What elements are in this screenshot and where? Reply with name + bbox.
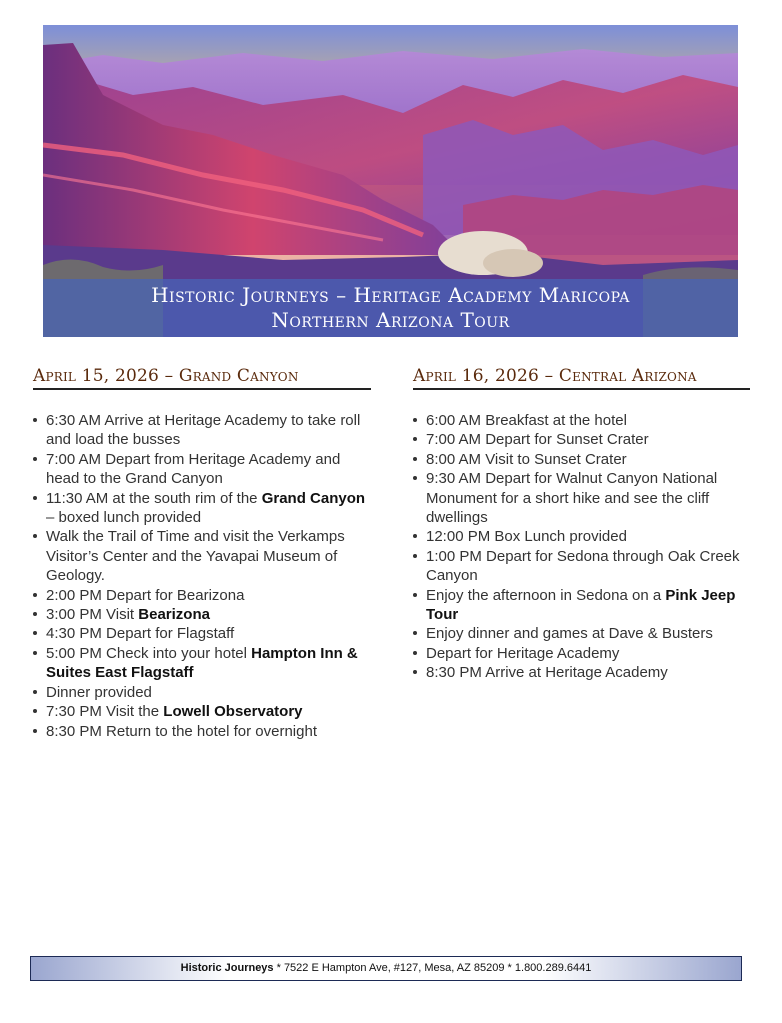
bullet-icon: [33, 496, 37, 500]
day2-heading: April 16, 2026 – Central Arizona: [413, 366, 750, 390]
bullet-icon: [413, 670, 417, 674]
itinerary-item: [33, 489, 371, 528]
itinerary-item: [413, 644, 750, 663]
item-text: Walk the Trail of Time and visit the Verkamps Visitor’s Center and the Yavapai Museum of Geology.: [46, 528, 345, 585]
bullet-icon: [33, 612, 37, 616]
bullet-icon: [33, 690, 37, 694]
bullet-icon: [33, 709, 37, 713]
bullet-icon: [413, 554, 417, 558]
banner-title: Historic Journeys – Heritage Academy Maricopa: [151, 283, 630, 307]
bullet-icon: [33, 457, 37, 461]
item-text: 5:00 PM Check into your hotel: [46, 644, 252, 662]
bullet-icon: [33, 593, 37, 597]
itinerary-item: [413, 663, 750, 682]
bullet-icon: [413, 476, 417, 480]
bullet-icon: [33, 729, 37, 733]
itinerary-item: [33, 624, 371, 643]
itinerary-item: [33, 527, 371, 585]
item-text: 9:30 AM Depart for Walnut Canyon National Monument for a short hike and see the cliff dwellings: [426, 470, 718, 527]
item-highlight: Grand Canyon: [261, 489, 366, 507]
item-highlight: Lowell Observatory: [163, 703, 303, 721]
itinerary-item: [413, 411, 750, 430]
item-highlight: Pink Jeep Tour: [426, 586, 736, 624]
itinerary-item: [33, 450, 371, 489]
itinerary-item: [413, 586, 750, 625]
item-text: 6:30 AM Arrive at Heritage Academy to take roll and load the busses: [46, 412, 361, 449]
itinerary-item: [413, 430, 750, 449]
itinerary-item: [33, 683, 371, 702]
item-text: Enjoy the afternoon in Sedona on a: [426, 586, 666, 604]
itinerary-item: [33, 702, 371, 721]
bullet-icon: [413, 418, 417, 422]
item-text: 2:00 PM Depart for Bearizona: [46, 586, 245, 604]
item-text: Dinner provided: [46, 683, 152, 701]
itinerary-item: [33, 722, 371, 741]
item-text: 1:00 PM Depart for Sedona through Oak Creek Canyon: [426, 547, 740, 585]
bullet-icon: [33, 418, 37, 422]
bullet-icon: [413, 534, 417, 538]
footer-bar: [30, 956, 742, 981]
item-text: 8:00 AM Visit to Sunset Crater: [426, 450, 627, 468]
item-text: 12:00 PM Box Lunch provided: [426, 528, 627, 546]
hero-image: [43, 25, 738, 337]
itinerary-item: [33, 605, 371, 624]
item-text: 11:30 AM at the south rim of the: [46, 489, 262, 507]
item-text: 7:30 PM Visit the: [46, 703, 164, 721]
itinerary-item: [33, 411, 371, 450]
itinerary-item: [413, 450, 750, 469]
item-text: Enjoy dinner and games at Dave & Busters: [426, 625, 713, 643]
day1-itinerary: [33, 411, 371, 741]
bullet-icon: [413, 651, 417, 655]
bullet-icon: [33, 651, 37, 655]
bullet-icon: [413, 457, 417, 461]
item-highlight: Bearizona: [138, 606, 210, 624]
item-text: 8:30 PM Arrive at Heritage Academy: [426, 664, 668, 682]
bullet-icon: [413, 593, 417, 597]
footer-company: Historic Journeys: [180, 962, 274, 974]
item-text: 7:00 AM Depart for Sunset Crater: [426, 431, 649, 449]
itinerary-item: [413, 527, 750, 546]
item-text: 8:30 PM Return to the hotel for overnight: [46, 722, 317, 740]
footer-details: * 7522 E Hampton Ave, #127, Mesa, AZ 85209 * 1.800.289.6441: [273, 962, 592, 974]
banner-subtitle: Northern Arizona Tour: [271, 308, 510, 332]
bullet-icon: [413, 631, 417, 635]
itinerary-item: [413, 624, 750, 643]
day2-itinerary: [413, 411, 750, 683]
item-text: 7:00 AM Depart from Heritage Academy and head to the Grand Canyon: [46, 450, 341, 488]
item-text: Depart for Heritage Academy: [426, 644, 620, 662]
itinerary-item: [33, 586, 371, 605]
day1-column: [33, 366, 371, 741]
itinerary-item: [413, 547, 750, 586]
itinerary-item: [33, 644, 371, 683]
day1-heading: April 15, 2026 – Grand Canyon: [33, 366, 371, 390]
item-highlight: Hampton Inn & Suites East Flagstaff: [46, 644, 358, 682]
day2-column: [413, 366, 750, 683]
item-text: 6:00 AM Breakfast at the hotel: [426, 412, 627, 429]
item-text: 4:30 PM Depart for Flagstaff: [46, 625, 235, 643]
title-banner: [43, 279, 738, 337]
item-text-after: – boxed lunch provided: [46, 509, 202, 527]
bullet-icon: [413, 437, 417, 441]
bullet-icon: [33, 534, 37, 538]
itinerary-item: [413, 469, 750, 527]
bullet-icon: [33, 631, 37, 635]
item-text: 3:00 PM Visit: [46, 606, 139, 624]
